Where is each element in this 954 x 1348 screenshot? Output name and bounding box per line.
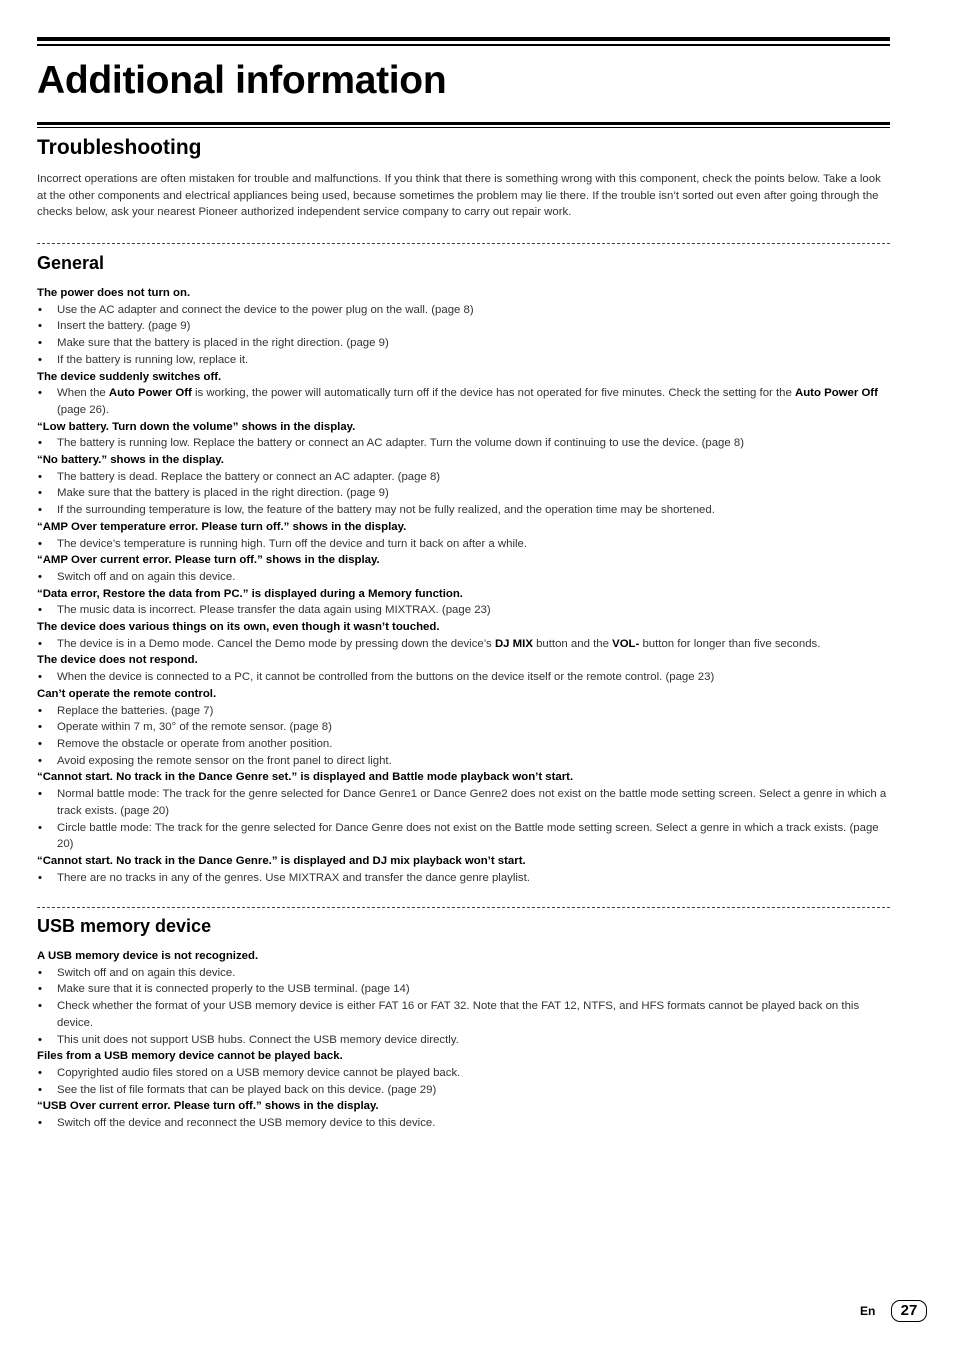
question: “USB Over current error. Please turn off.” shows in the display. — [37, 1100, 379, 1113]
page-title: Additional information — [37, 59, 447, 102]
question: The device does various things on its own, even though it wasn’t touched. — [37, 621, 440, 634]
question: Can’t operate the remote control. — [37, 687, 217, 700]
question: “AMP Over temperature error. Please turn off.” shows in the display. — [37, 520, 407, 533]
list-item: • Switch off and on again this device. — [37, 569, 890, 586]
general-list — [37, 285, 890, 886]
question: A USB memory device is not recognized. — [37, 950, 259, 962]
header-rule — [37, 37, 890, 46]
list-item: • When the Auto Power Off is working, the power will automatically turn off if the device has not operated for five minutes. Check the setting for the Auto Power Off (page 26). — [37, 385, 890, 418]
list-item: • Switch off and on again this device. — [37, 965, 890, 982]
question: Files from a USB memory device cannot be played back. — [37, 1050, 343, 1063]
list-item: • Replace the batteries. (page 7) — [37, 703, 890, 720]
list-item: • Make sure that the battery is placed in the right direction. (page 9) — [37, 335, 890, 352]
question: The device suddenly switches off. — [37, 370, 222, 383]
usb-heading: USB memory device — [37, 916, 212, 936]
usb-list — [37, 948, 890, 1132]
list-item: • Circle battle mode: The track for the genre selected for Dance Genre does not exist on the Battle mode setting screen. Select a genre in which a track exists. (page 20) — [37, 820, 890, 853]
list-item: • Insert the battery. (page 9) — [37, 318, 890, 335]
list-item: • The battery is running low. Replace the battery or connect an AC adapter. Turn the volume down if continuing to use the device. (page 8) — [37, 435, 890, 452]
list-item: • Operate within 7 m, 30° of the remote sensor. (page 8) — [37, 719, 890, 736]
question: “Low battery. Turn down the volume” shows in the display. — [37, 420, 356, 433]
question: “Data error, Restore the data from PC.” is displayed during a Memory function. — [37, 587, 463, 600]
list-item: • Remove the obstacle or operate from another position. — [37, 736, 890, 753]
list-item: • See the list of file formats that can be played back on this device. (page 29) — [37, 1082, 890, 1099]
question: “Cannot start. No track in the Dance Genre.” is displayed and DJ mix playback won’t start. — [37, 854, 526, 867]
list-item: • Copyrighted audio files stored on a USB memory device cannot be played back. — [37, 1065, 890, 1082]
section-heading: Troubleshooting — [37, 136, 202, 159]
question: The power does not turn on. — [37, 287, 191, 299]
divider — [37, 243, 890, 244]
question: “Cannot start. No track in the Dance Genre set.” is displayed and Battle mode playback won’t start. — [37, 771, 574, 784]
language-label: En — [860, 1304, 876, 1318]
question: The device does not respond. — [37, 654, 198, 667]
list-item: • If the surrounding temperature is low, the feature of the battery may not be fully realized, and the operation time may be shortened. — [37, 502, 890, 519]
list-item: • The music data is incorrect. Please transfer the data again using MIXTRAX. (page 23) — [37, 602, 890, 619]
question: “No battery.” shows in the display. — [37, 454, 224, 467]
list-item: • Avoid exposing the remote sensor on the front panel to direct light. — [37, 753, 890, 770]
list-item: • The battery is dead. Replace the battery or connect an AC adapter. (page 8) — [37, 469, 890, 486]
page-number: 27 — [891, 1300, 927, 1322]
list-item: • If the battery is running low, replace it. — [37, 352, 890, 369]
list-item: • This unit does not support USB hubs. Connect the USB memory device directly. — [37, 1032, 890, 1049]
list-item: • Normal battle mode: The track for the genre selected for Dance Genre1 or Dance Genre2 does not exist on the battle mode setting screen. Select a genre in which a track exists. (page 20) — [37, 786, 890, 819]
intro-paragraph: Incorrect operations are often mistaken for trouble and malfunctions. If you think that there is something wrong with this component, check the points below. Take a look at the other components and electrical appliances being used, because sometimes the problem may lie there. If the trouble isn’t sorted out even after going through the checks below, ask your nearest Pioneer authorized independent service company to carry out repair work. — [37, 173, 881, 218]
question: “AMP Over current error. Please turn off.” shows in the display. — [37, 554, 380, 567]
list-item: • The device’s temperature is running high. Turn off the device and turn it back on after a while. — [37, 536, 890, 553]
list-item: • Make sure that it is connected properly to the USB terminal. (page 14) — [37, 981, 890, 998]
list-item: • Make sure that the battery is placed in the right direction. (page 9) — [37, 485, 890, 502]
list-item: • There are no tracks in any of the genres. Use MIXTRAX and transfer the dance genre playlist. — [37, 870, 890, 887]
list-item: • The device is in a Demo mode. Cancel the Demo mode by pressing down the device’s DJ MIX button and the VOL- button for longer than five seconds. — [37, 636, 890, 653]
list-item: • Switch off the device and reconnect the USB memory device to this device. — [37, 1115, 890, 1132]
section-rule — [37, 122, 890, 128]
list-item: • Check whether the format of your USB memory device is either FAT 16 or FAT 32. Note that the FAT 12, NTFS, and HFS formats cannot be played back on this device. — [37, 998, 890, 1031]
divider — [37, 907, 890, 908]
general-heading: General — [37, 253, 105, 273]
list-item: • Use the AC adapter and connect the device to the power plug on the wall. (page 8) — [37, 302, 890, 319]
list-item: • When the device is connected to a PC, it cannot be controlled from the buttons on the device itself or the remote control. (page 23) — [37, 669, 890, 686]
